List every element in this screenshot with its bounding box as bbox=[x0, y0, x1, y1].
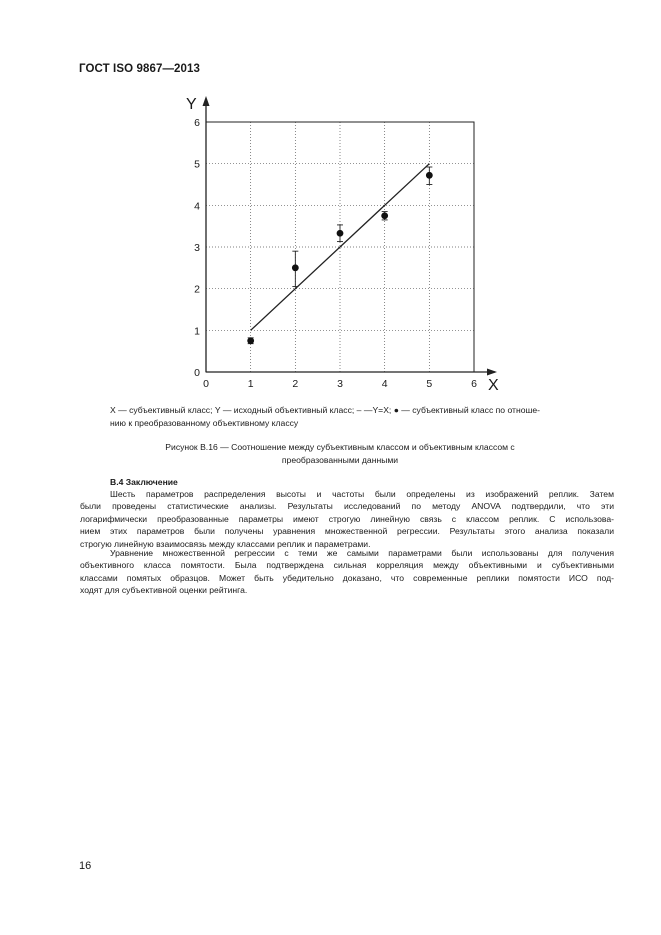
y-axis-label: Y bbox=[186, 96, 197, 113]
paragraph-2-line: классами помятых образцов. Может быть убедительно доказано, что современные реплики помятости ИСО под- bbox=[80, 572, 614, 583]
paragraph-1 bbox=[80, 488, 614, 550]
data-point bbox=[247, 337, 254, 344]
paragraph-2-line: объективного класса помятости. Была подтверждена сильная корреляция между объективными и субъективными bbox=[80, 560, 614, 571]
x-tick-label: 5 bbox=[426, 378, 433, 390]
x-tick-label: 3 bbox=[337, 378, 343, 390]
paragraph-1-line: строгую линейную взаимосвязь между классами реплик и параметрами. bbox=[80, 538, 371, 549]
x-axis-arrow bbox=[487, 369, 497, 376]
y-axis-arrow bbox=[203, 96, 210, 106]
caption-line-1: Рисунок В.16 — Соотношение между субъективным классом и объективным классом с bbox=[165, 442, 515, 452]
figure-chart bbox=[175, 92, 505, 397]
paragraph-2-line: Уравнение множественной регрессии с теми же самыми параметрами были использованы для получения bbox=[110, 548, 614, 558]
paragraph-1-line: были проведены статистические анализы. Результаты исследований по методу ANOVA подтвердили, что эти bbox=[80, 501, 614, 512]
paragraph-1-line: логарифмически преобразованные параметры имеют строгую линейную связь с классом реплик. С использова- bbox=[80, 513, 614, 524]
document-header: ГОСТ ISO 9867—2013 bbox=[79, 63, 201, 75]
y-tick-label: 4 bbox=[194, 200, 200, 213]
data-point bbox=[381, 212, 388, 219]
page-number: 16 bbox=[79, 860, 92, 872]
x-tick-label: 0 bbox=[203, 378, 209, 390]
paragraph-1-line: нием этих параметров были получены уравнения множественной регрессии. Результаты этого анализа показали bbox=[80, 526, 614, 537]
data-point bbox=[426, 172, 433, 179]
paragraph-1-line: Шесть параметров распределения высоты и частоты были определены из изображений реплик. Затем bbox=[110, 489, 614, 499]
paragraph-2 bbox=[80, 547, 614, 597]
section-title: В.4 Заключение bbox=[110, 477, 178, 487]
legend-line-1: X — субъективный класс; Y — исходный объективный класс; – —Y=X; ● — субъективный класс по отноше- bbox=[110, 405, 541, 415]
y-tick-label: 0 bbox=[194, 367, 200, 379]
x-tick-label: 6 bbox=[471, 378, 477, 390]
x-tick-label: 1 bbox=[247, 378, 254, 390]
figure-legend bbox=[110, 404, 614, 430]
y-tick-label: 3 bbox=[194, 242, 200, 254]
y-tick-label: 5 bbox=[194, 158, 200, 171]
figure-caption bbox=[150, 441, 530, 467]
legend-line-2: нию к преобразованному объективному классу bbox=[110, 418, 299, 428]
tick-labels bbox=[194, 117, 477, 390]
x-tick-label: 2 bbox=[292, 378, 299, 390]
y-tick-label: 1 bbox=[194, 325, 200, 338]
caption-line-2: преобразованными данными bbox=[281, 455, 399, 465]
y-tick-label: 2 bbox=[194, 283, 200, 296]
y-tick-label: 6 bbox=[194, 117, 200, 129]
x-axis-label: X bbox=[488, 377, 499, 394]
data-point bbox=[337, 230, 344, 237]
paragraph-2-line: ходят для субъективной оценки рейтинга. bbox=[80, 585, 248, 596]
x-tick-label: 4 bbox=[381, 378, 388, 390]
data-point bbox=[292, 264, 299, 271]
